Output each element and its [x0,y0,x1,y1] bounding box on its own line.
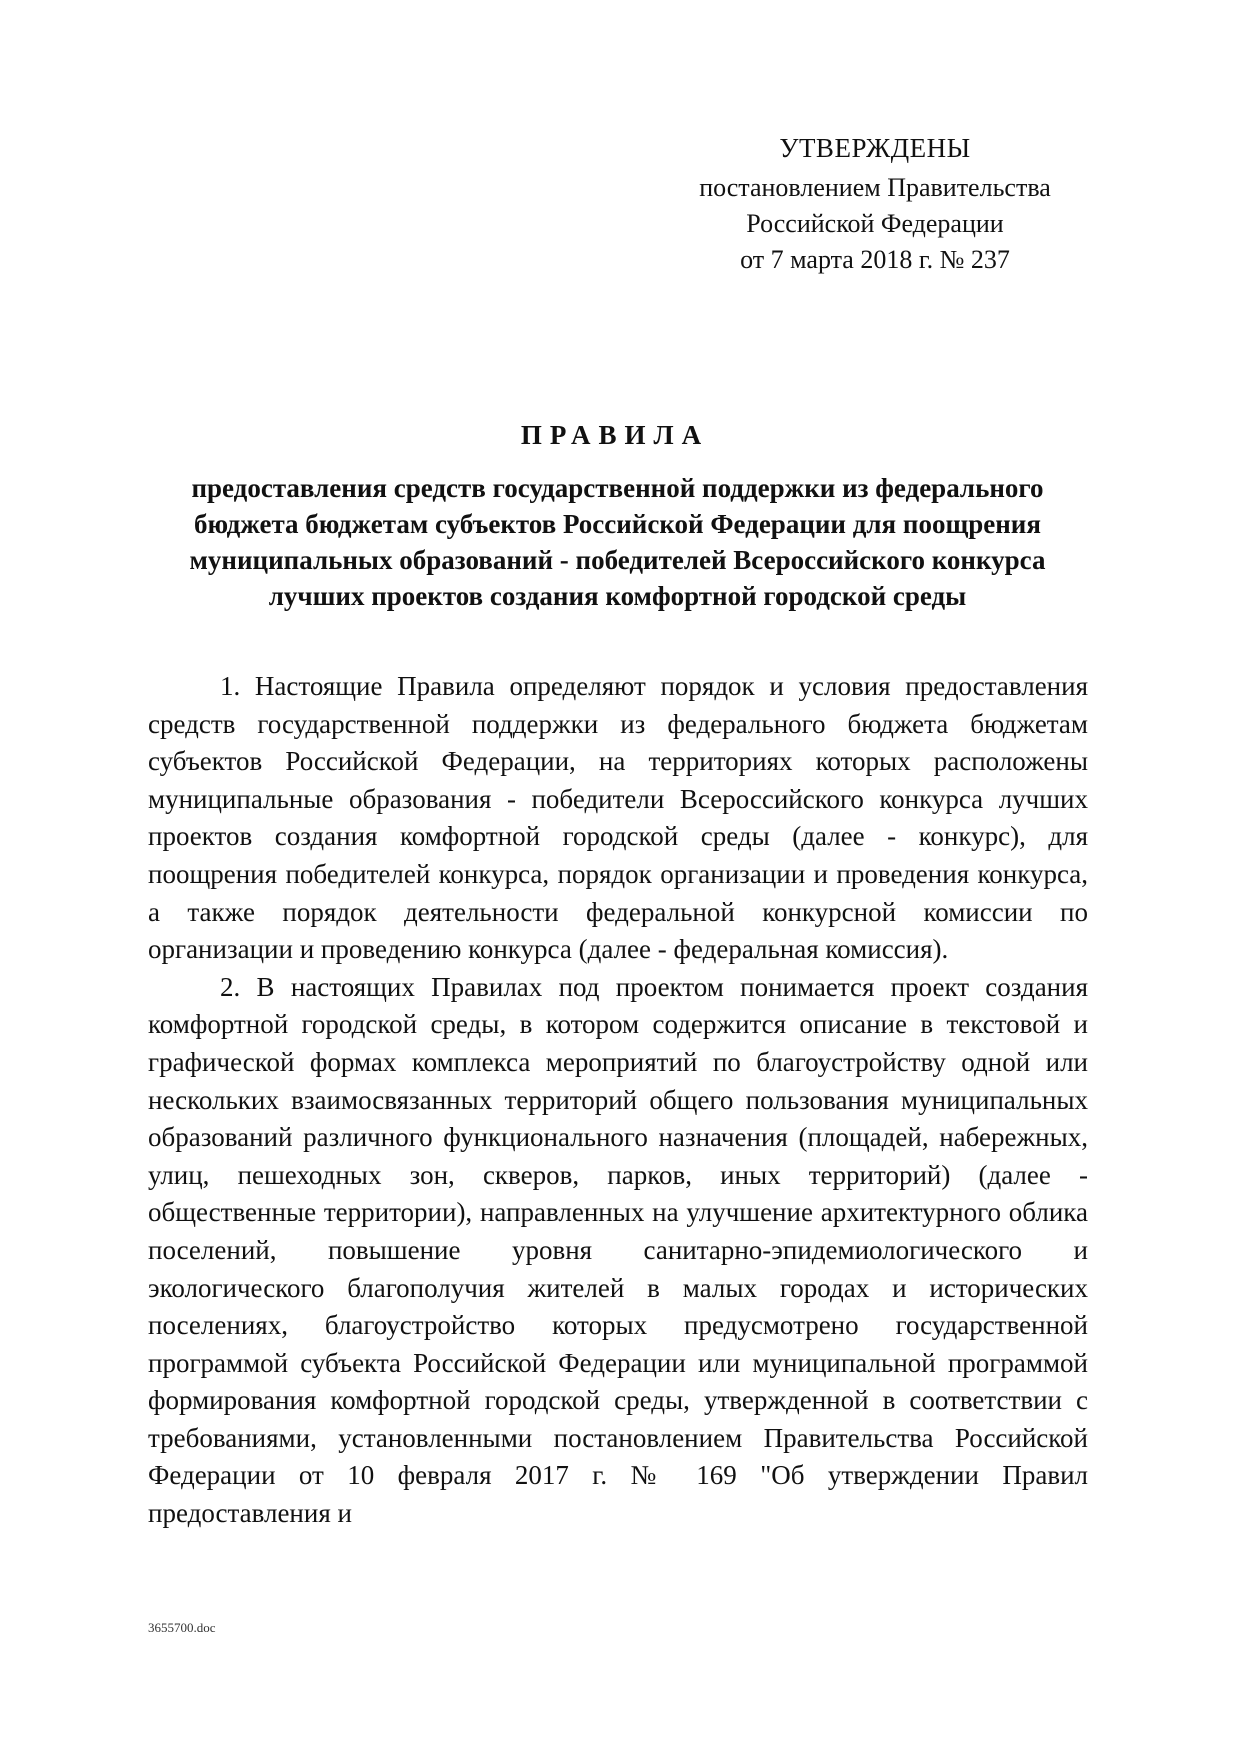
document-subtitle [150,470,1085,614]
approval-stamp: УТВЕРЖДЕНЫ [779,133,971,163]
approval-line-3: от 7 марта 2018 г. № 237 [740,245,1010,274]
subtitle-line-2: бюджета бюджетам субъектов Российской Федерации для поощрения [194,509,1041,539]
document-title: ПРАВИЛА [520,420,710,450]
paragraph-1: 1. Настоящие Правила определяют порядок и условия предоставления средств государственной поддержки из федерального бюджета бюджетам субъектов Российской Федерации, на территориях которых расположены муниципальные образования - победители Всероссийского конкурса лучших проектов создания комфортной городской среды (далее - конкурс), для поощрения победителей конкурса, порядок организации и проведения конкурса, а также порядок деятельности федеральной конкурсной комиссии по организации и проведению конкурса (далее - федеральная комиссия). [148,671,1088,965]
paragraph-2: 2. В настоящих Правилах под проектом понимается проект создания комфортной городской среды, в котором содержится описание в текстовой и графической формах комплекса мероприятий по благоустройству одной или нескольких взаимосвязанных территорий общего пользования муниципальных образований различного функционального назначения (площадей, набережных, улиц, пешеходных зон, скверов, парков, иных территорий) (далее - общественные территории), направленных на улучшение архитектурного облика поселений, повышение уровня санитарно-эпидемиологического и экологического благополучия жителей в малых городах и исторических поселениях, благоустройство которых предусмотрено государственной программой субъекта Российской Федерации или муниципальной программой формирования комфортной городской среды, утвержденной в соответствии с требованиями, установленными постановлением Правительства Российской Федерации от 10 февраля 2017 г. № 169 "Об утверждении Правил предоставления и [148,971,1088,1529]
approval-block [640,130,1110,278]
document-body [148,668,1088,1533]
approval-line-2: Российской Федерации [746,209,1004,238]
subtitle-line-4: лучших проектов создания комфортной городской среды [268,581,967,611]
file-name-footer: 3655700.doc [148,1620,216,1635]
approval-line-1: постановлением Правительства [699,173,1051,202]
subtitle-line-3: муниципальных образований - победителей Всероссийского конкурса [189,545,1046,575]
subtitle-line-1: предоставления средств государственной поддержки из федерального [191,473,1044,503]
